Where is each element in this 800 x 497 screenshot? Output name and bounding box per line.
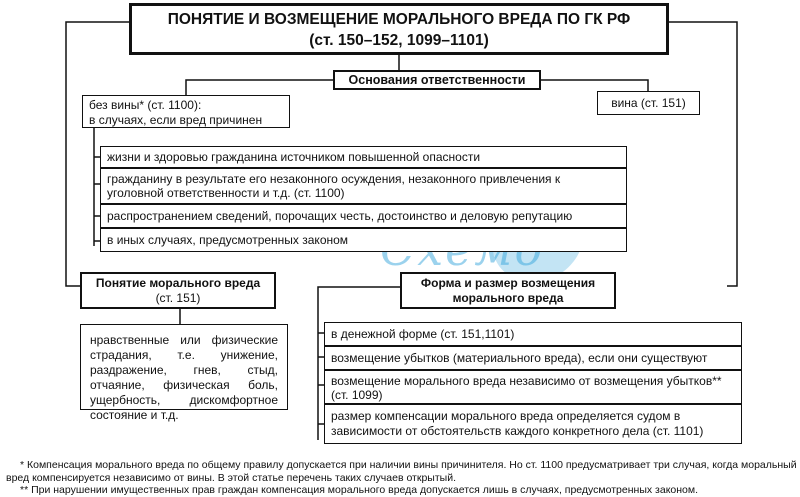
- connector-title-right: [669, 22, 737, 286]
- form-header-line1: Форма и размер возмещения: [420, 276, 596, 290]
- form-item-2: возмещение убытков (материального вреда), если они существуют: [324, 346, 742, 370]
- form-item-4: размер компенсации морального вреда определяется судом в зависимости от обстоятельств каждого конкретного дела (ст. 1101): [324, 404, 742, 444]
- footnote-1: * Компенсация морального вреда по общему правилу допускается при наличии вины причинителя. Но ст. 1100 предусматривает три случая, когда моральный вред компенсируется независимо от вины. В этой статье перечень таких случаев открытый.: [6, 459, 797, 484]
- concept-header-line1: Понятие морального вреда: [95, 276, 261, 290]
- case-item-3: распространением сведений, порочащих честь, достоинство и деловую репутацию: [100, 204, 627, 228]
- case-item-4: в иных случаях, предусмотренных законом: [100, 228, 627, 252]
- form-header-line2: морального вреда: [452, 291, 564, 305]
- no-fault-line1: без вины* (ст. 1100):: [89, 98, 202, 112]
- connector-grounds-fault: [541, 80, 648, 91]
- form-item-1: в денежной форме (ст. 151,1101): [324, 322, 742, 346]
- concept-definition: нравственные или физические страдания, т.е. унижение, раздражение, гнев, стыд, отчаяние, физическая боль, ущербность, дискомфортное состояние и т.д.: [80, 324, 288, 410]
- case-item-1: жизни и здоровью гражданина источником повышенной опасности: [100, 146, 627, 168]
- fault-box: вина (ст. 151): [597, 91, 700, 115]
- concept-header: [80, 272, 276, 309]
- form-header: [400, 272, 616, 309]
- title-line2: (ст. 150–152, 1099–1101): [309, 32, 489, 49]
- diagram-title: [129, 3, 669, 55]
- no-fault-line2: в случаях, если вред причинен: [89, 113, 263, 127]
- grounds-header: Основания ответственности: [333, 70, 541, 90]
- no-fault-box: [82, 95, 290, 128]
- connector-grounds-nofault: [186, 80, 333, 95]
- title-line1: ПОНЯТИЕ И ВОЗМЕЩЕНИЕ МОРАЛЬНОГО ВРЕДА ПО ГК РФ: [167, 11, 631, 28]
- case-item-2: гражданину в результате его незаконного осуждения, незаконного привлечения к уголовной ответственности и т.д. (ст. 1100): [100, 168, 627, 204]
- footnote-2: ** При нарушении имущественных прав граждан компенсация морального вреда допускается лишь в случаях, предусмотренных законом.: [20, 484, 699, 496]
- concept-header-line2: (ст. 151): [155, 291, 201, 305]
- form-item-3: возмещение морального вреда независимо от возмещения убытков** (ст. 1099): [324, 370, 742, 404]
